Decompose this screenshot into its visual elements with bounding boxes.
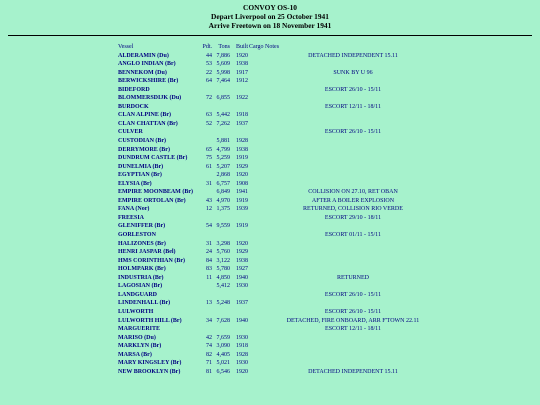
arrive-line: Arrive Freetown on 18 November 1941 xyxy=(208,21,332,30)
cell-pdt: 82 xyxy=(206,351,212,358)
table-row xyxy=(118,86,448,95)
cell-pdt: 31 xyxy=(206,240,212,247)
cell-vessel: HMS CORINTHIAN (Br) xyxy=(118,257,185,264)
cell-pdt xyxy=(202,188,212,197)
cell-tons: 7,659 xyxy=(216,334,230,341)
cell-built: 1912 xyxy=(236,78,248,85)
cell-built: 1928 xyxy=(236,138,248,145)
cell-note xyxy=(248,111,448,120)
table-row xyxy=(118,240,448,249)
table-row xyxy=(118,163,448,172)
cell-pdt xyxy=(202,291,212,300)
cell-built: 1940 xyxy=(236,274,248,281)
cell-pdt: 61 xyxy=(206,163,212,170)
cell-tons: 6,855 xyxy=(216,95,230,102)
cell-tons: 3,298 xyxy=(216,240,230,247)
cell-pdt: 13 xyxy=(206,300,212,307)
cell-pdt: 24 xyxy=(206,249,212,256)
cell-built: 1938 xyxy=(236,146,248,153)
cell-tons: 7,262 xyxy=(216,120,230,127)
cell-built: 1919 xyxy=(236,155,248,162)
table-row xyxy=(118,180,448,189)
cell-pdt: 64 xyxy=(206,78,212,85)
cell-note xyxy=(248,180,448,189)
cell-built: 1919 xyxy=(236,223,248,230)
cell-tons xyxy=(212,103,230,112)
cell-tons: 5,609 xyxy=(216,61,230,68)
column-tons: Tons xyxy=(218,44,230,50)
cell-built: 1929 xyxy=(236,249,248,256)
cell-vessel: BURDOCK xyxy=(118,103,149,110)
cell-vessel: GLENIFFER (Br) xyxy=(118,223,166,230)
cell-note: ESCORT 29/10 - 18/11 xyxy=(324,214,382,221)
cell-tons: 1,375 xyxy=(216,206,230,213)
cell-built xyxy=(230,86,248,95)
cell-vessel: MARISO (Du) xyxy=(118,334,156,341)
cell-note: SUNK BY U 96 xyxy=(333,69,373,76)
table-row xyxy=(118,368,448,377)
column-pdt: Pdt. xyxy=(202,44,212,50)
cell-vessel: BERWICKSHIRE (Br) xyxy=(118,78,179,85)
cell-note xyxy=(248,171,448,180)
cell-note xyxy=(248,299,448,308)
cell-built: 1938 xyxy=(236,61,248,68)
table-row xyxy=(118,197,448,206)
column-built: Built xyxy=(235,44,248,50)
table-row xyxy=(118,342,448,351)
cell-note: ESCORT 12/11 - 18/11 xyxy=(325,326,381,333)
table-row xyxy=(118,154,448,163)
cell-tons: 6,849 xyxy=(216,189,230,196)
cell-built: 1927 xyxy=(236,266,248,273)
table-row xyxy=(118,128,448,137)
cell-pdt: 34 xyxy=(206,317,212,324)
cell-built: 1928 xyxy=(236,351,248,358)
cell-tons: 5,021 xyxy=(216,360,230,367)
cell-built xyxy=(230,308,248,317)
cell-built: 1917 xyxy=(236,69,248,76)
cell-note xyxy=(248,146,448,155)
cell-tons: 5,248 xyxy=(216,300,230,307)
table-row xyxy=(118,146,448,155)
cell-built: 1922 xyxy=(236,95,248,102)
cell-note: DETACHED, FIRE ONBOARD, ARR F'TOWN 22.11 xyxy=(286,317,420,324)
cell-vessel: MARY KINGSLEY (Br) xyxy=(118,360,182,367)
cell-tons xyxy=(212,214,230,223)
cell-vessel: GORLESTON xyxy=(118,232,156,239)
cell-tons: 4,405 xyxy=(216,351,230,358)
cell-built: 1918 xyxy=(236,343,248,350)
cell-pdt: 84 xyxy=(206,257,212,264)
table-row xyxy=(118,137,448,146)
cell-vessel: CUSTODIAN (Br) xyxy=(118,138,167,145)
cell-pdt: 53 xyxy=(206,61,212,68)
cell-note xyxy=(248,60,448,69)
cell-tons: 5,998 xyxy=(216,69,230,76)
cell-tons xyxy=(212,128,230,137)
table-row xyxy=(118,317,448,326)
cell-built: 1929 xyxy=(236,163,248,170)
cell-tons: 6,546 xyxy=(216,368,230,375)
cell-pdt: 42 xyxy=(206,334,212,341)
cell-vessel: NEW BROOKLYN (Br) xyxy=(118,368,181,375)
cell-built: 1920 xyxy=(236,240,248,247)
cell-built: 1920 xyxy=(236,52,248,59)
cell-built: 1930 xyxy=(236,334,248,341)
cell-note xyxy=(248,342,448,351)
cell-note: ESCORT 01/11 - 15/11 xyxy=(325,232,381,239)
table-row xyxy=(118,52,448,61)
cell-tons: 4,799 xyxy=(216,146,230,153)
cell-built: 1930 xyxy=(236,360,248,367)
cell-pdt xyxy=(202,103,212,112)
cell-vessel: HOLMPARK (Br) xyxy=(118,266,166,273)
cell-tons: 7,464 xyxy=(216,78,230,85)
cell-tons: 5,207 xyxy=(216,163,230,170)
cell-built xyxy=(230,214,248,223)
table-row xyxy=(118,359,448,368)
cell-vessel: HALIZONES (Br) xyxy=(118,240,166,247)
cell-note xyxy=(248,163,448,172)
table-row xyxy=(118,69,448,78)
cell-tons xyxy=(212,231,230,240)
cell-tons: 5,259 xyxy=(216,155,230,162)
table-row xyxy=(118,188,448,197)
cell-tons: 9,559 xyxy=(216,223,230,230)
cell-vessel: DUNELMIA (Br) xyxy=(118,163,164,170)
table-row xyxy=(118,222,448,231)
table-row xyxy=(118,282,448,291)
cell-vessel: MARGUERITE xyxy=(118,326,161,333)
cell-tons: 5,412 xyxy=(216,283,230,290)
cell-vessel: MARKLYN (Br) xyxy=(118,343,162,350)
column-notes: Cargo Notes xyxy=(249,44,280,50)
cell-tons xyxy=(212,291,230,300)
cell-pdt: 63 xyxy=(206,112,212,119)
cell-vessel: FANA (Nor) xyxy=(118,206,150,213)
cell-note: ESCORT 26/10 - 15/11 xyxy=(324,291,382,298)
cell-note xyxy=(248,334,448,343)
table-header-row xyxy=(118,43,448,52)
cell-note: ESCORT 12/11 - 18/11 xyxy=(325,103,381,110)
cell-vessel: EGYPTIAN (Br) xyxy=(118,172,162,179)
table-row xyxy=(118,171,448,180)
cell-note xyxy=(248,351,448,360)
cell-note xyxy=(248,265,448,274)
cell-vessel: INDUSTRIA (Br) xyxy=(118,274,164,281)
cell-vessel: MARSA (Br) xyxy=(118,351,152,358)
cell-tons: 5,442 xyxy=(216,112,230,119)
cell-note xyxy=(248,359,448,368)
table-row xyxy=(118,257,448,266)
cell-vessel: ELYSIA (Br) xyxy=(118,180,152,187)
cell-built: 1920 xyxy=(236,172,248,179)
cell-pdt xyxy=(202,128,212,137)
table-row xyxy=(118,351,448,360)
cell-note: ESCORT 26/10 - 15/11 xyxy=(324,129,382,136)
cell-note xyxy=(248,240,448,249)
cell-vessel: CLAN ALPINE (Br) xyxy=(118,112,172,119)
cell-pdt: 81 xyxy=(206,368,212,375)
cell-note xyxy=(248,77,448,86)
cell-vessel: BENNEKOM (Du) xyxy=(118,69,167,76)
cell-pdt: 11 xyxy=(206,274,212,281)
cell-tons: 5,760 xyxy=(216,249,230,256)
cell-built xyxy=(230,128,248,137)
cell-pdt: 54 xyxy=(206,223,212,230)
cell-note xyxy=(248,120,448,129)
table-row xyxy=(118,274,448,283)
cell-built: 1930 xyxy=(236,283,248,290)
cell-pdt xyxy=(202,231,212,240)
cell-pdt xyxy=(202,282,212,291)
table-row xyxy=(118,77,448,86)
cell-built xyxy=(230,103,248,112)
cell-tons xyxy=(212,308,230,317)
cell-pdt xyxy=(202,308,212,317)
cell-built: 1940 xyxy=(236,317,248,324)
cell-pdt: 72 xyxy=(206,95,212,102)
cell-note xyxy=(248,222,448,231)
cell-vessel: FREESIA xyxy=(118,214,145,221)
cell-built: 1937 xyxy=(236,120,248,127)
table-row xyxy=(118,325,448,334)
cell-note: ESCORT 26/10 - 15/11 xyxy=(324,308,382,315)
depart-line: Depart Liverpool on 25 October 1941 xyxy=(211,12,329,21)
cell-pdt: 44 xyxy=(206,52,212,59)
cell-pdt xyxy=(202,214,212,223)
table-row xyxy=(118,60,448,69)
cell-tons: 4,850 xyxy=(216,274,230,281)
cell-pdt: 74 xyxy=(206,343,212,350)
cell-built: 1938 xyxy=(236,257,248,264)
cell-pdt: 83 xyxy=(206,266,212,273)
column-vessel: Vessel xyxy=(118,44,134,50)
cell-tons xyxy=(212,325,230,334)
cell-pdt xyxy=(202,137,212,146)
cell-pdt: 52 xyxy=(206,120,212,127)
cell-vessel: EMPIRE ORTOLAN (Br) xyxy=(118,197,186,204)
cell-note: RETURNED, COLLISION RIO VERDE xyxy=(303,206,403,213)
cell-tons: 4,970 xyxy=(216,197,230,204)
table-row xyxy=(118,214,448,223)
cell-tons: 5,780 xyxy=(216,266,230,273)
cell-built: 1920 xyxy=(236,368,248,375)
cell-pdt xyxy=(202,325,212,334)
table-row xyxy=(118,291,448,300)
cell-built xyxy=(230,231,248,240)
cell-note: ESCORT 26/10 - 15/11 xyxy=(324,86,382,93)
table-row xyxy=(118,94,448,103)
cell-tons: 5,881 xyxy=(216,138,230,145)
cell-tons: 2,868 xyxy=(216,172,230,179)
cell-vessel: DUNDRUM CASTLE (Br) xyxy=(118,155,188,162)
cell-built: 1941 xyxy=(236,189,248,196)
cell-vessel: LULWORTH HILL (Br) xyxy=(118,317,182,324)
cell-note xyxy=(248,282,448,291)
convoy-title: CONVOY OS-10 xyxy=(243,3,297,12)
cell-built: 1937 xyxy=(236,300,248,307)
table-row xyxy=(118,308,448,317)
cell-built: 1908 xyxy=(236,180,248,187)
cell-vessel: LINDENHALL (Br) xyxy=(118,300,171,307)
cell-vessel: BIDEFORD xyxy=(118,86,150,93)
table-row xyxy=(118,248,448,257)
cell-vessel: ALDERAMIN (Du) xyxy=(118,52,169,59)
cell-tons xyxy=(212,86,230,95)
cell-note: DETACHED INDEPENDENT 15.11 xyxy=(308,368,398,375)
cell-tons: 7,886 xyxy=(216,52,230,59)
table-row xyxy=(118,334,448,343)
cell-note: COLLISION ON 27.10, RET OBAN xyxy=(308,189,398,196)
cell-built: 1918 xyxy=(236,112,248,119)
cell-note xyxy=(248,248,448,257)
cell-note: DETACHED INDEPENDENT 15.11 xyxy=(308,52,398,59)
cell-pdt: 75 xyxy=(206,155,212,162)
cell-vessel: HENRI JASPAR (Bel) xyxy=(118,249,176,256)
cell-pdt: 31 xyxy=(206,180,212,187)
cell-vessel: ANGLO INDIAN (Br) xyxy=(118,61,176,68)
cell-note xyxy=(248,154,448,163)
convoy-header xyxy=(0,0,540,30)
table-row xyxy=(118,205,448,214)
cell-tons: 6,757 xyxy=(216,180,230,187)
cell-pdt: 65 xyxy=(206,146,212,153)
cell-vessel: LAGOSIAN (Br) xyxy=(118,283,163,290)
cell-note xyxy=(248,257,448,266)
table-row xyxy=(118,265,448,274)
cell-vessel: LANDGUARD xyxy=(118,291,157,298)
cell-pdt: 12 xyxy=(206,206,212,213)
table-row xyxy=(118,103,448,112)
cell-vessel: LULWORTH xyxy=(118,308,154,315)
header-divider xyxy=(8,35,532,36)
table-row xyxy=(118,111,448,120)
cell-vessel: BLOMMERSDIJK (Du) xyxy=(118,95,182,102)
cell-built: 1919 xyxy=(236,197,248,204)
table-row xyxy=(118,299,448,308)
cell-tons: 7,628 xyxy=(216,317,230,324)
cell-vessel: EMPIRE MOONBEAM (Br) xyxy=(118,189,193,196)
cell-vessel: DERRYMORE (Br) xyxy=(118,146,170,153)
cell-pdt: 22 xyxy=(206,69,212,76)
cell-pdt: 43 xyxy=(206,197,212,204)
cell-note: RETURNED xyxy=(337,274,369,281)
cell-tons: 3,122 xyxy=(216,257,230,264)
convoy-table xyxy=(118,43,448,376)
cell-pdt xyxy=(202,86,212,95)
table-row xyxy=(118,231,448,240)
cell-note xyxy=(248,94,448,103)
cell-pdt xyxy=(202,171,212,180)
cell-tons: 3,090 xyxy=(216,343,230,350)
cell-note xyxy=(248,137,448,146)
cell-vessel: CLAN CHATTAN (Br) xyxy=(118,120,178,127)
cell-built xyxy=(230,291,248,300)
cell-built xyxy=(230,325,248,334)
cell-pdt: 71 xyxy=(206,360,212,367)
cell-note: AFTER A BOILER EXPLOSION xyxy=(311,197,395,204)
cell-built: 1939 xyxy=(236,206,248,213)
table-row xyxy=(118,120,448,129)
cell-vessel: CULVER xyxy=(118,129,143,136)
